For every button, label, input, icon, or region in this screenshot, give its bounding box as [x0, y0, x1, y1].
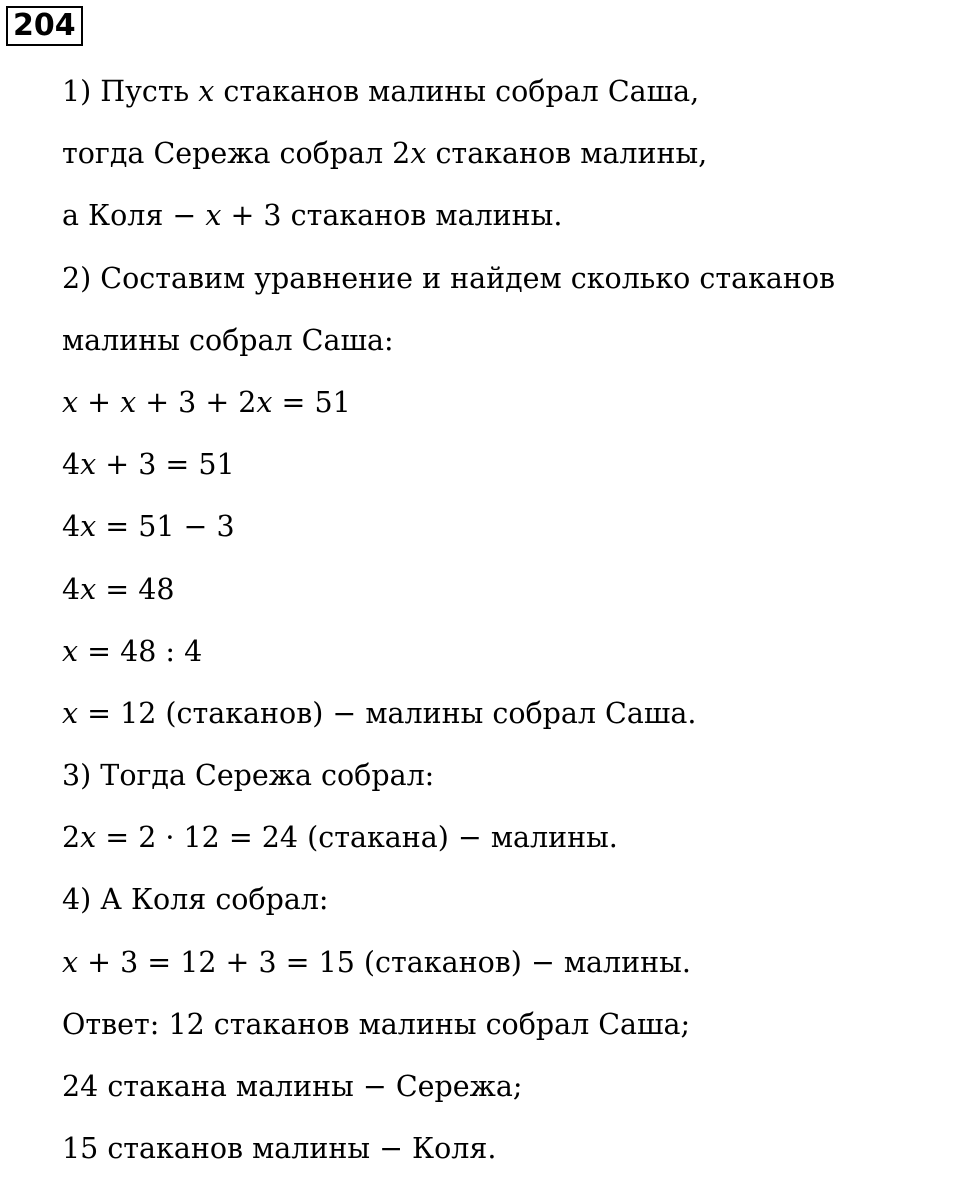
problem-number: 204: [6, 6, 83, 46]
variable-x: x: [62, 385, 79, 419]
text-segment: 15 стаканов малины − Коля.: [62, 1132, 497, 1166]
text-segment: 1) Пусть: [62, 75, 199, 108]
solution-line: [62, 128, 960, 190]
solution-line: [62, 501, 960, 563]
variable-x: x: [80, 821, 97, 855]
text-segment: а Коля −: [62, 199, 206, 233]
solution-line: [62, 315, 960, 377]
variable-x: x: [80, 572, 97, 606]
text-segment: = 51: [272, 385, 351, 419]
text-segment: = 48: [96, 572, 175, 606]
text-segment: 4: [62, 510, 81, 544]
variable-x: x: [256, 385, 273, 419]
text-segment: = 48 : 4: [78, 634, 203, 668]
solution-line: [62, 626, 960, 688]
text-segment: + 3 = 12 + 3 = 15 (стаканов) − малины.: [78, 945, 691, 979]
text-segment: 4) А Коля собрал:: [62, 883, 329, 917]
text-segment: 2) Составим уравнение и найдем сколько стаканов: [62, 261, 836, 295]
solution-line: [62, 1061, 960, 1123]
text-segment: Ответ: 12 стаканов малины собрал Саша;: [62, 1007, 691, 1041]
text-segment: = 12 (стаканов) − малины собрал Саша.: [78, 696, 697, 730]
text-segment: 2: [62, 821, 81, 855]
text-segment: 3) Тогда Сережа собрал:: [62, 759, 435, 793]
text-segment: = 2 · 12 = 24 (стакана) − малины.: [96, 821, 618, 855]
solution-line: [62, 750, 960, 812]
variable-x: x: [80, 510, 97, 544]
variable-x: x: [62, 634, 79, 668]
variable-x: x: [410, 137, 427, 171]
solution-line: [62, 937, 960, 999]
variable-x: x: [62, 696, 79, 730]
solution-line: [62, 564, 960, 626]
variable-x: x: [62, 945, 79, 979]
solution-line: [62, 874, 960, 936]
text-segment: + 3 = 51: [96, 448, 235, 482]
solution-line: [62, 190, 960, 252]
solution-line: [62, 253, 960, 315]
solution-line: [62, 439, 960, 501]
solution-line: [62, 66, 960, 128]
text-segment: 4: [62, 572, 81, 606]
text-segment: 4: [62, 448, 81, 482]
text-segment: малины собрал Саша:: [62, 323, 394, 357]
text-segment: стаканов малины,: [426, 137, 708, 171]
text-segment: + 3 + 2: [136, 385, 257, 419]
solution-line: [62, 377, 960, 439]
solution-line: [62, 812, 960, 874]
solution-line: [62, 1123, 960, 1185]
solution-line: [62, 999, 960, 1061]
variable-x: x: [120, 385, 137, 419]
variable-x: x: [80, 448, 97, 482]
text-segment: стаканов малины собрал Саша,: [214, 75, 700, 108]
text-segment: +: [78, 385, 121, 419]
solution-text: [62, 66, 960, 1185]
text-segment: = 51 − 3: [96, 510, 235, 544]
solution-line: [62, 688, 960, 750]
text-segment: + 3 стаканов малины.: [221, 199, 563, 233]
variable-x: x: [205, 199, 222, 233]
variable-x: x: [198, 75, 215, 108]
text-segment: 24 стакана малины − Сережа;: [62, 1070, 523, 1103]
text-segment: тогда Сережа собрал 2: [62, 137, 411, 171]
